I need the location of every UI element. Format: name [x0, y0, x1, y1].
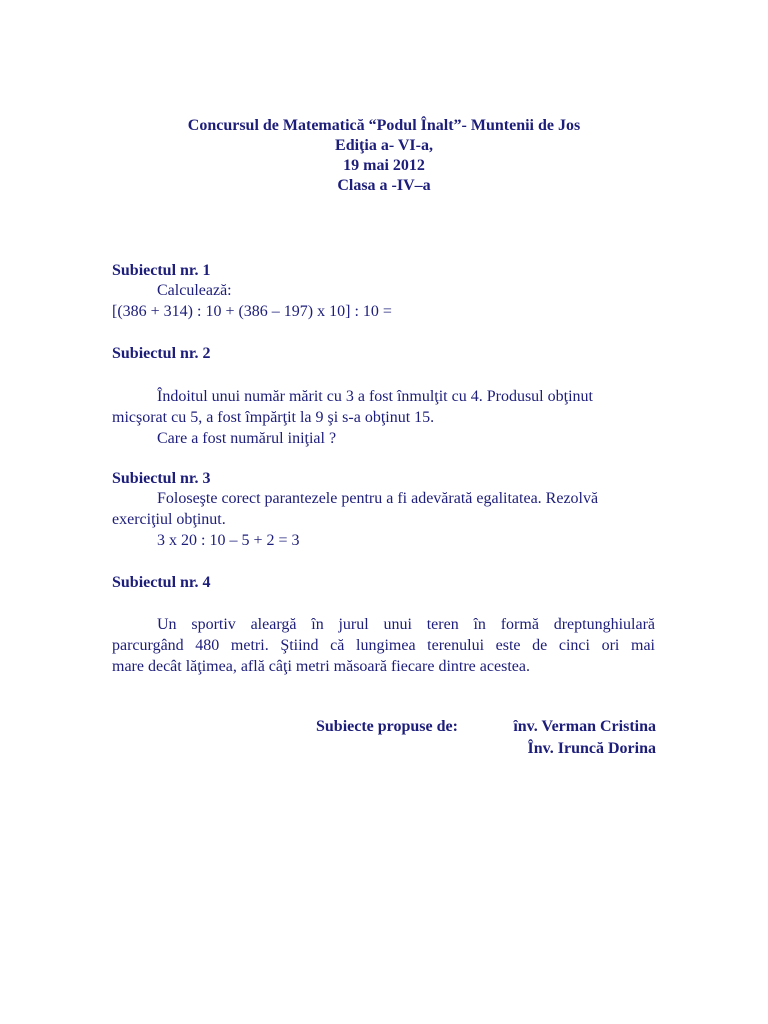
subject-3-line-1: Foloseşte corect parantezele pentru a fi adevărată egalitatea. Rezolvă [157, 490, 599, 507]
subject-4 [112, 573, 655, 678]
subject-2-heading: Subiectul nr. 2 [112, 345, 211, 362]
signature-block [316, 716, 656, 760]
subject-3 [112, 469, 655, 552]
subject-4-line-3: mare decât lăţimea, află câţi metri măsoară fiecare dintre acestea. [112, 658, 530, 675]
subject-1-heading: Subiectul nr. 1 [112, 262, 211, 279]
edition-label: Ediţia a- VI-a, [335, 137, 433, 154]
author-2: Înv. Iruncă Dorina [527, 740, 656, 757]
subject-2-line-2: micşorat cu 5, a fost împărţit la 9 şi s-a obţinut 15. [112, 409, 435, 426]
subject-4-heading: Subiectul nr. 4 [112, 574, 211, 591]
subject-1 [112, 261, 655, 323]
subject-2 [112, 344, 655, 450]
subject-3-heading: Subiectul nr. 3 [112, 470, 211, 487]
subject-3-expression: 3 x 20 : 10 – 5 + 2 = 3 [157, 532, 300, 549]
subject-3-line-2: exerciţiul obţinut. [112, 511, 226, 528]
author-1: înv. Verman Cristina [513, 718, 656, 735]
contest-date: 19 mai 2012 [343, 157, 425, 174]
subject-1-instruction: Calculează: [157, 282, 232, 299]
subject-2-line-1: Îndoitul unui număr mărit cu 3 a fost înmulţit cu 4. Produsul obţinut [157, 388, 593, 405]
signature-label: Subiecte propuse de: [316, 718, 458, 735]
subject-4-line-2: parcurgând 480 metri. Ştiind că lungimea terenului este de cinci ori mai [112, 637, 655, 654]
subject-4-line-1: Un sportiv aleargă în jurul unui teren în formă dreptunghiulară [157, 616, 655, 633]
contest-title: Concursul de Matematică “Podul Înalt”- Muntenii de Jos [187, 117, 581, 134]
grade-label: Clasa a -IV–a [337, 177, 431, 194]
document-header [0, 116, 768, 196]
subject-2-question: Care a fost numărul iniţial ? [157, 430, 337, 447]
subject-1-expression: [(386 + 314) : 10 + (386 – 197) x 10] : 10 = [112, 303, 392, 320]
